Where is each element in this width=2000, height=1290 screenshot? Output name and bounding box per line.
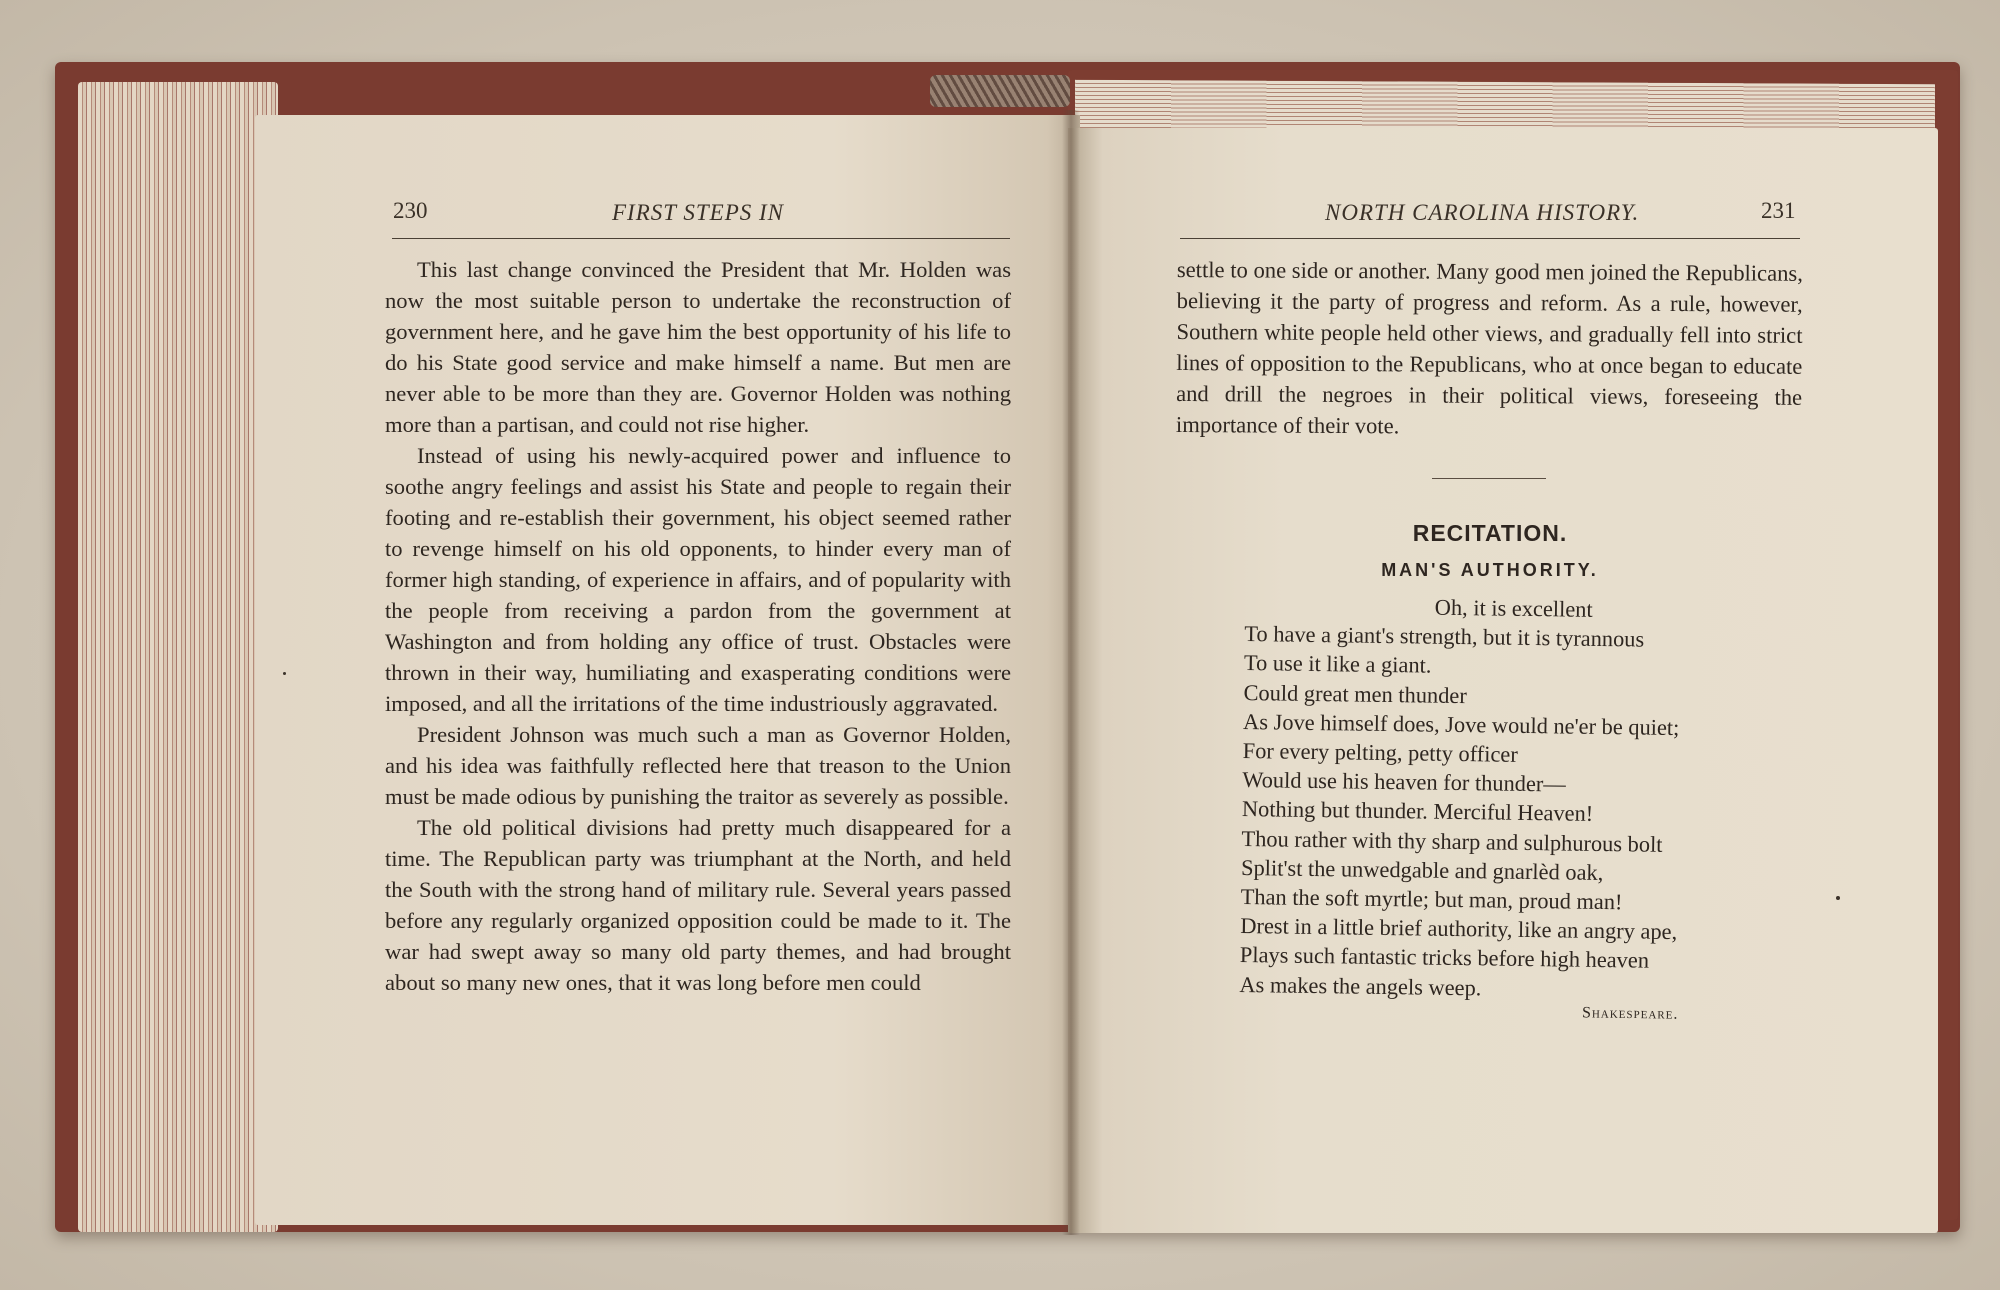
right-page-number: 231 [1761, 198, 1796, 223]
poem-line: Drest in a little brief authority, like an angry ape, [1240, 913, 1678, 945]
right-page-body [1176, 254, 1803, 444]
right-running-head: NORTH CAROLINA HISTORY. [1325, 200, 1640, 225]
poem-line: As Jove himself does, Jove would ne'er be quiet; [1242, 708, 1680, 740]
recitation-title: RECITATION. [1412, 520, 1568, 546]
poem [1239, 590, 1805, 1007]
left-page-body [385, 254, 1011, 998]
binding-thread [930, 75, 1070, 107]
left-paragraph-3: President Johnson was much such a man as Governor Holden, and his idea was faithfully reflected here that treason to the Union must be made odious by punishing the traitor as severely as possible. [385, 722, 1011, 809]
paper-speck [283, 672, 286, 675]
poem-line: For every pelting, petty officer [1242, 738, 1518, 767]
right-paragraph: settle to one side or another. Many good men joined the Republicans, believing it the party of progress and reform. As a rule, however, Southern white people held other views, and gradually fell into strict lines of opposition to the Republicans, who at once began to educate and drill the negroes in their political views, foreseeing the importance of their vote. [1175, 256, 1803, 439]
left-running-head: FIRST STEPS IN [612, 200, 785, 225]
poem-line: Plays such fantastic tricks before high heaven [1239, 942, 1650, 974]
poem-line: Nothing but thunder. Merciful Heaven! [1241, 796, 1594, 827]
poem-line: Than the soft myrtle; but man, proud man! [1240, 884, 1623, 915]
poem-line: Oh, it is excellent [1434, 594, 1593, 622]
poem-line: To use it like a giant. [1243, 650, 1432, 679]
right-header-rule [1180, 238, 1800, 239]
poem-attribution: Shakespeare. [1581, 1004, 1679, 1023]
poem-line: Split'st the unwedgable and gnarlèd oak, [1240, 854, 1604, 885]
book-gutter [1062, 110, 1080, 1235]
poem-line: Would use his heaven for thunder— [1242, 767, 1566, 797]
poem-line: To have a giant's strength, but it is tyrannous [1244, 621, 1645, 652]
paper-speck [1836, 896, 1840, 900]
left-page-number: 230 [393, 198, 428, 223]
poem-line: Thou rather with thy sharp and sulphurous bolt [1241, 825, 1663, 857]
section-divider [1432, 478, 1546, 479]
left-paragraph-2: Instead of using his newly-acquired power and influence to soothe angry feelings and assist his State and people to regain their footing and re-establish their government, his object seemed rather to revenge himself on his old opponents, to hinder every man of former high standing, of experience in affairs, and of popularity with the people from receiving a pardon from the government at Washington and from holding any office of trust. Obstacles were thrown in their way, humiliating and exasperating conditions were imposed, and all the irritations of the time industriously aggravated. [385, 443, 1011, 716]
recitation-subtitle: MAN'S AUTHORITY. [1381, 560, 1599, 580]
left-header-rule [392, 238, 1010, 239]
poem-line: Could great men thunder [1243, 679, 1467, 708]
left-paragraph-4: The old political divisions had pretty much disappeared for a time. The Republican party was triumphant at the North, and held the South with the strong hand of military rule. Several years passed before any regularly organized opposition could be made to it. The war had swept away so many old party themes, and had brought about so many new ones, that it was long before men could [385, 815, 1011, 995]
poem-line: As makes the angels weep. [1239, 971, 1482, 1000]
left-paragraph-1: This last change convinced the President that Mr. Holden was now the most suitable person to undertake the reconstruction of government here, and he gave him the best opportunity of his life to do his State good service and make himself a name. But men are never able to be more than they are. Governor Holden was nothing more than a partisan, and could not rise higher. [385, 257, 1011, 437]
left-page-edges [78, 82, 278, 1232]
